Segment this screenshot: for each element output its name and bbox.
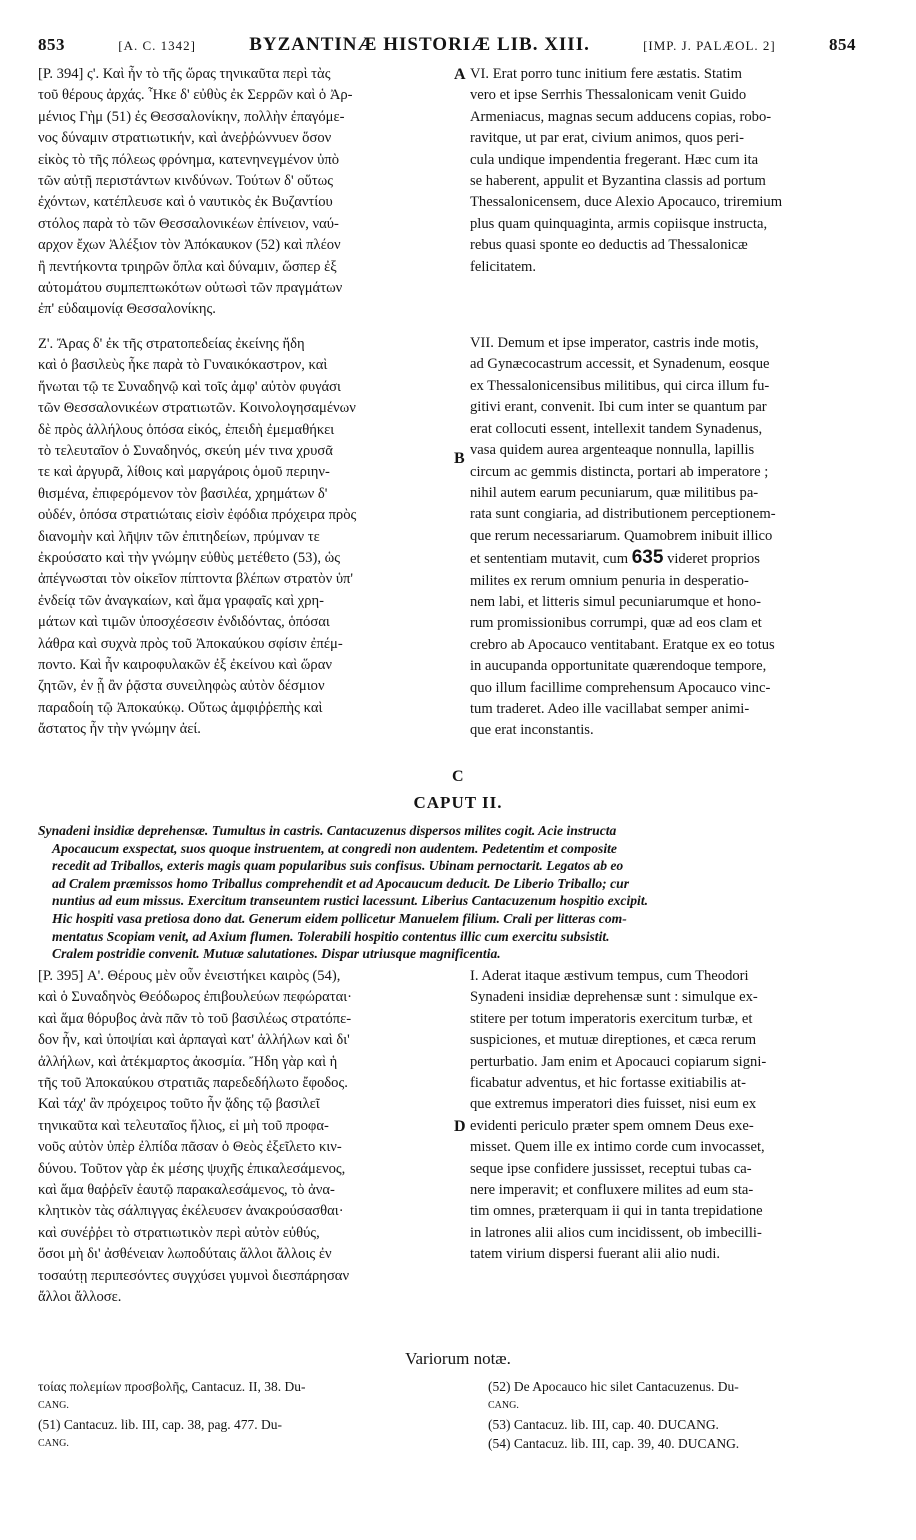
text-line: ἐνδείᾳ τῶν ἀναγκαίων, καὶ ἅμα γραφαῖς καὶ χρη-	[38, 592, 325, 609]
page-header	[38, 34, 856, 60]
greek-chapter-2-section-1	[38, 966, 452, 1309]
text-line: δὲ πρὸς ἀλλήλους ὁπόσα εἰκός, ἐπειδὴ ἐμεμαθήκει	[38, 421, 335, 438]
text-line: ἐχόντων, κατέπλευσε καὶ ὁ ναυτικὸς ἐκ Βυζαντίου	[38, 194, 333, 211]
text-line: παραδοίη τῷ Ἀποκαύκῳ. Οὕτως ἀμφιῤῥεπὴς καὶ	[38, 699, 323, 716]
text-fragment: videret proprios	[663, 551, 760, 568]
text-line: mentatus Scopiam venit, ad Axium flumen. Tolerabili hospitio contentus illic cum exercitu subsistit.	[52, 928, 610, 944]
footnote-line: (54) Cantacuz. lib. III, cap. 39, 40. DUCANG.	[488, 1436, 740, 1451]
text-line: καὶ ἅμα θόρυβος ἀνὰ πᾶν τὸ τοῦ βασιλέως στρατόπε-	[38, 1010, 352, 1027]
text-line: νοῦς αὐτὸν ὑπὲρ ἐλπίδα πᾶσαν ὁ Θεὸς ἐξεῖλετο κιν-	[38, 1139, 342, 1156]
text-line: καὶ ἅμα θαῤῥεῖν ἑαυτῷ παρακαλεσάμενος, τὸ ἀνα-	[38, 1182, 335, 1199]
text-line: tim omnes, præterquam ii qui in tanta trepidatione	[470, 1203, 763, 1220]
text-line: que erat inconstantis.	[470, 722, 594, 739]
text-line: ravitque, ut par erat, civium animos, quos peri-	[470, 130, 744, 147]
page-number-left: 853	[38, 35, 65, 54]
text-line: circum ac gemmis distincta, portari ab imperatore ;	[470, 463, 769, 480]
page-number-right: 854	[828, 35, 856, 54]
text-line: Synadeni insidiæ deprehensæ. Tumultus in castris. Cantacuzenus dispersos milites cogit. Acie instructa	[38, 823, 617, 838]
text-line: καὶ ὁ βασιλεὺς ἧκε παρὰ τὸ Γυναικόκαστρον, καὶ	[38, 357, 328, 374]
text-line: ἐκρούσατο καὶ τὴν γνώμην εὐθὺς μετέθετο (53), ὡς	[38, 549, 341, 566]
text-line: milites ex rerum omnium penuria in desperatio-	[470, 572, 749, 589]
text-line: erat collocuti essent, intellexit tandem Synadenus,	[470, 420, 763, 437]
text-line: θισμένα, ἐπιφερόμενον τὸν βασιλέα, χρημάτων δ'	[38, 485, 328, 502]
text-line: λάθρα καὶ συχνὰ πρὸς τοῦ Ἀποκαύκου σφίσιν ἐπέμ-	[38, 635, 343, 652]
text-line: κλητικὸν τὰς σάλπιγγας ἐκέλευσεν ἀνακρούσασθαι·	[38, 1203, 344, 1220]
text-line: αὐτομάτου συμπεπτωκότων οὑτωσὶ τῶν πραγμάτων	[38, 280, 343, 297]
text-line: τῶν Θεσσαλονικέων στρατιωτῶν. Κοινολογησαμένων	[38, 400, 356, 417]
text-line: ex Thessalonicensibus militibus, qui circa illum fu-	[470, 377, 770, 394]
text-line: ἄλλοι ἄλλοσε.	[38, 1289, 122, 1306]
text-line: ad Cralem præmissos homo Triballus comprehendit et ad Apocaucum deducit. De Liberio Triballo; cur	[52, 875, 629, 891]
text-line: que extremus imperatori dies fuisset, nisi eum ex	[470, 1096, 757, 1113]
text-line: ζητῶν, ἐν ᾗ ἂν ῥᾷστα συνειληφὼς αὐτὸν δέσμιον	[38, 678, 325, 695]
text-line: seque ipse confidere jussisset, receptui tubas ca-	[470, 1160, 752, 1177]
text-line: ἄστατος ἦν τὴν γνώμην ἀεί.	[38, 721, 201, 738]
text-line: ἢ πεντήκοντα τριηρῶν ὅπλα καὶ δύναμιν, ὥσπερ ἐξ	[38, 258, 337, 275]
text-line: τε καὶ ἀργυρᾶ, λίθοις καὶ μαργάροις ὁμοῦ περιην-	[38, 464, 330, 481]
text-line: τηνικαῦτα καὶ τελευταῖος ἥλιος, εἰ μὴ τοῦ προφα-	[38, 1117, 329, 1134]
text-line: ποντο. Καὶ ἦν καιροφυλακῶν ἐξ ἐκείνου καὶ ὥραν	[38, 656, 332, 673]
text-line: I. Aderat itaque æstivum tempus, cum Theodori	[470, 968, 749, 984]
chapter-heading: CAPUT II.	[413, 793, 503, 812]
footnote-line: (53) Cantacuz. lib. III, cap. 40. DUCANG.	[488, 1417, 719, 1432]
text-line: ficabatur adventus, et hic fortasse exitiabilis at-	[470, 1075, 746, 1092]
text-line: στόλος παρὰ τὸ τῶν Θεσσαλονικέων ἐπίνειον, ναύ-	[38, 215, 339, 232]
margin-letter-b: B	[454, 450, 465, 467]
chapter-summary	[38, 822, 878, 963]
text-line: crebro ab Apocauco ventitabant. Eratque ex eo totus	[470, 636, 775, 653]
text-line: εἰκὸς τὸ τῆς πόλεως φρόνημα, κατενηνεγμένον ὑπὸ	[38, 151, 340, 168]
text-line: nihil autem earum pecuniarum, quæ militibus pa-	[470, 484, 759, 501]
greek-section-7	[38, 334, 452, 741]
text-line: nem labi, et litteris simul pecuniarumque et hono-	[470, 593, 761, 610]
text-line: plus quam quinquaginta, armis copiisque instructa,	[470, 215, 768, 232]
text-line: rum promissionibus corrumpi, quæ ad eos clam et	[470, 615, 762, 632]
text-line: τῶν αὐτῇ περιστάντων κινδύνων. Τούτων δ' οὕτως	[38, 173, 334, 190]
text-line: δον ἦν, καὶ ὑποψίαι καὶ ἁρπαγαὶ κατ' ἀλλήλων καὶ δι'	[38, 1032, 350, 1049]
reign-reference: [IMP. J. PALÆOL. 2]	[643, 38, 776, 53]
text-line: se haberent, appulit et Byzantina classis ad portum	[470, 173, 766, 190]
margin-letter-c: C	[452, 768, 464, 785]
footnote-line: CANG.	[38, 1400, 69, 1411]
text-line: δύνου. Τοῦτον γὰρ ἐκ μέσης ψυχῆς ἐπικαλεσάμενος,	[38, 1160, 346, 1177]
text-line	[470, 547, 878, 570]
text-line: in latrones alii alios cum incidissent, ob imbecilli-	[470, 1224, 762, 1241]
text-line: nere imperavit; et confluxere milites ad eum sta-	[470, 1182, 754, 1199]
text-line: vasa quidem aurea argenteaque nonnulla, lapillis	[470, 442, 755, 459]
latin-chapter-2-section-1	[470, 966, 878, 1266]
notes-right	[488, 1378, 880, 1454]
text-line: μάτων καὶ τιμῶν ὑποσχέσεσιν ἐνδιδόντας, ὁπόσαι	[38, 614, 330, 631]
text-line: recedit ad Triballos, exteris magis quam popularibus suis confisus. Ubinam pernoctarit. Legatos ab eo	[52, 858, 624, 874]
text-line: μένιος Γὴμ (51) ἐς Θεσσαλονίκην, πολλὴν ἐπαγόμε-	[38, 108, 345, 125]
text-fragment: et sententiam mutavit, cum	[470, 551, 629, 568]
text-line: διανομὴν καὶ λῆψιν τῶν ἐπιτηδείων, πρύμναν τε	[38, 528, 320, 545]
footnote-line: CANG.	[38, 1438, 69, 1449]
text-line: ad Gynæcocastrum accessit, et Synadenum, eosque	[470, 356, 770, 373]
greek-section-6	[38, 64, 452, 321]
text-line: in aucupanda opportunitate quærendoque tempore,	[470, 658, 767, 675]
text-line: ἥνωται τῷ τε Συναδηνῷ καὶ τοῖς ἀμφ' αὐτὸν φυγάσι	[38, 378, 341, 395]
latin-section-7	[470, 333, 878, 742]
text-line: τῆς τοῦ Ἀποκαύκου στρατιᾶς παρεδεδήλωτο ἔφοδος.	[38, 1075, 348, 1092]
latin-section-6	[470, 64, 878, 278]
text-line: VI. Erat porro tunc initium fere æstatis. Statim	[470, 66, 742, 82]
text-line: Apocaucum exspectat, suos quoque instruentem, at congredi non audentem. Pedetentim et composite	[52, 840, 617, 856]
text-line: rata sunt congiaria, ad distributionem perceptionem-	[470, 506, 776, 523]
text-line: Thessalonicensem, duce Alexio Apocauco, triremium	[470, 194, 783, 211]
text-line: καὶ συνέῤῥει τὸ στρατιωτικὸν περὶ αὐτὸν εὐθύς,	[38, 1224, 320, 1241]
text-line: Cralem postridie convenit. Mutuæ salutationes. Dispar utriusque magnificentia.	[52, 946, 501, 962]
year-reference: [A. C. 1342]	[118, 38, 196, 53]
margin-letter-a: A	[454, 66, 466, 83]
text-line: ὅσοι μὴ δι' ἀσθένειαν λωποδύταις ἄλλοι ἄλλοις ἐν	[38, 1246, 332, 1263]
text-line: gitivi erant, convenit. Ibi cum inter se quantum par	[470, 399, 767, 416]
text-line: τοῦ θέρους ἀρχάς. Ἧκε δ' εὐθὺς ἐκ Σερρῶν καὶ ὁ Ἀρ-	[38, 87, 353, 104]
footnote-line: CANG.	[488, 1400, 519, 1411]
text-line: ἀπέγνωσται τὸν οἰκεῖον πίπτοντα βλέπων στρατὸν ὑπ'	[38, 571, 354, 588]
notes-heading: Variorum notæ.	[405, 1349, 511, 1368]
text-line: [P. 394] ς'. Καὶ ἦν τὸ τῆς ὥρας τηνικαῦτα περὶ τὰς	[38, 66, 331, 82]
text-line: felicitatem.	[470, 258, 537, 275]
text-line: nuntius ad eum missus. Exercitum transeuntem rustici lacessunt. Liberius Cantacuzenum hospitio excipit.	[52, 893, 648, 909]
text-line: tum traderet. Adeo ille vacillabat semper animi-	[470, 700, 750, 717]
footnote-line: (51) Cantacuz. lib. III, cap. 38, pag. 477. Du-	[38, 1417, 283, 1432]
text-line: cula undique impendentia fregerant. Hæc cum ita	[470, 151, 759, 168]
text-line: τοσαύτῃ περιπεσόντες συγχύσει γυμνοὶ διεσπάρησαν	[38, 1267, 350, 1284]
notes-left	[38, 1378, 448, 1454]
text-line: que rerum necessariarum. Quamobrem inibuit illico	[470, 527, 773, 544]
text-line: vero et ipse Serrhis Thessalonicam venit Guido	[470, 87, 747, 104]
text-line: perturbatio. Jam enim et Apocauci copiarum signi-	[470, 1053, 767, 1070]
latin-column-upper	[470, 64, 878, 742]
text-line: misset. Quem ille ex intimo corde cum invocasset,	[470, 1139, 765, 1156]
text-line: ἀλλήλων, καὶ ἀτέκμαρτος ἀκοσμία. Ἤδη γὰρ καὶ ἡ	[38, 1053, 338, 1070]
text-line: evidenti periculo præter spem omnem Deus exe-	[470, 1117, 754, 1134]
text-line: καὶ ὁ Συναδηνὸς Θεόδωρος ἐπιβουλεύων πεφώραται·	[38, 989, 353, 1006]
text-line: stitere per totum imperatoris exercitum turbæ, et	[470, 1010, 753, 1027]
running-title: BYZANTINÆ HISTORIÆ LIB. XIII.	[249, 34, 590, 55]
footnote-line: (52) De Apocauco hic silet Cantacuzenus. Du-	[488, 1379, 739, 1394]
inline-page-number: 635	[631, 547, 664, 569]
text-line: Armeniacus, magnas secum adducens copias, robo-	[470, 108, 772, 125]
text-line: [P. 395] Α'. Θέρους μὲν οὖν ἐνειστήκει καιρὸς (54),	[38, 968, 341, 984]
margin-letter-d: D	[454, 1118, 466, 1135]
text-line: quo illum facillime comprehensum Apocauco vinc-	[470, 679, 771, 696]
text-line: αρχον ἔχων Ἀλέξιον τὸν Ἀπόκαυκον (52) καὶ πλέον	[38, 237, 341, 254]
greek-column-upper	[38, 64, 452, 741]
text-line: suspiciones, et mutuæ direptiones, et cæca rerum	[470, 1032, 757, 1049]
text-line: τὸ τελευταῖον ὁ Συναδηνός, σκεύη μέν τινα χρυσᾶ	[38, 442, 333, 459]
text-line: rebus quasi sponte eo deductis ad Thessalonicæ	[470, 237, 748, 254]
text-line: νος δύναμιν στρατιωτικήν, καὶ ἀνεῤῥώννυεν ὅσον	[38, 130, 332, 147]
text-line: VII. Demum et ipse imperator, castris inde motis,	[470, 335, 759, 352]
text-line: Synadeni insidiæ deprehensæ sunt : simulque ex-	[470, 989, 758, 1006]
text-line: Hic hospiti vasa pretiosa dono dat. Generum eidem pollicetur Manuelem filium. Crali per litteras com-	[52, 910, 627, 926]
text-line: tatem virium dispersi fuerant alii alio nudi.	[470, 1246, 721, 1263]
text-line: ἐπ' εὐδαιμονίᾳ Θεσσαλονίκης.	[38, 301, 216, 318]
text-line: οὐδέν, ὁπόσα στρατιώταις εἰσὶν ἐφόδια πρόχειρα πρὸς	[38, 507, 357, 524]
footnote-line: τοίας πολεμίων προσβολῆς, Cantacuz. II, 38. Du-	[38, 1379, 306, 1394]
text-line: Καὶ τάχ' ἂν πρόχειρος τοῦτο ἦν ᾅδης τῷ βασιλεῖ	[38, 1096, 320, 1113]
text-line: Ζ'. Ἄρας δ' ἐκ τῆς στρατοπεδείας ἐκείνης ἤδη	[38, 335, 305, 352]
